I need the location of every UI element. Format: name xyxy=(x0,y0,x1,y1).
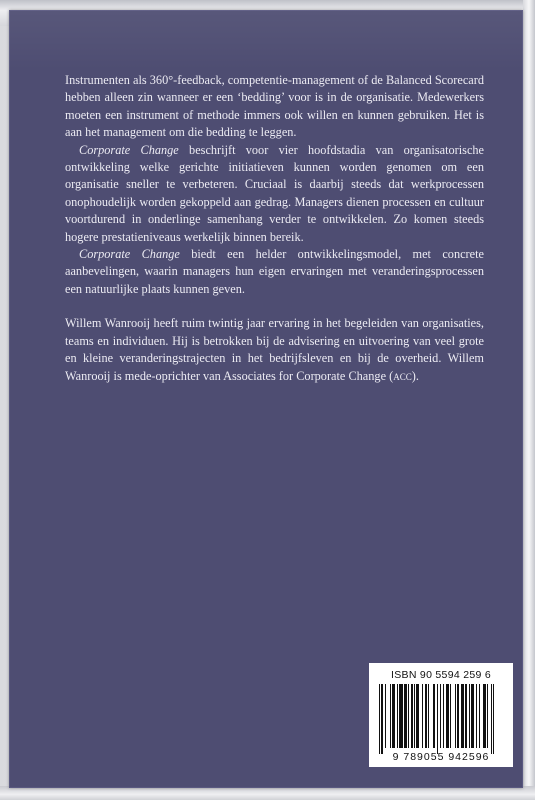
blurb-paragraph-2 xyxy=(65,142,484,246)
blurb xyxy=(65,72,484,385)
barcode-bar xyxy=(397,684,398,748)
author-bio-text: Willem Wanrooij heeft ruim twintig jaar ervaring in het begeleiden van organisaties, teams en individuen. Hij is betrokken bij de advisering en uitvoering van veel grote en kleine veranderingstrajecten in het bedrijfsleven en bij de overheid. Willem Wanrooij is mede-oprichter van Associates for Corporate Change ( xyxy=(65,316,484,383)
barcode-bar xyxy=(450,684,451,748)
barcode-bar xyxy=(483,684,485,748)
barcode-bar xyxy=(381,684,382,754)
barcode-bar xyxy=(457,684,459,748)
barcode-bar xyxy=(428,684,429,748)
barcode-bar xyxy=(416,684,418,748)
barcode-bar xyxy=(440,684,441,748)
barcode-bar xyxy=(471,684,473,748)
author-bio-abbreviation: acc xyxy=(393,368,412,383)
blurb-paragraph-2-text: beschrijft voor vier hoofdstadia van organisatorische ontwikkeling welke gerichte initiatieven kunnen worden genomen om een organisatie sneller te verbeteren. Cruciaal is daarbij steeds dat werkprocessen onophoudelijk worden gekoppeld aan gedrag. Managers dienen processen en cultuur voortdurend in onderlinge samenhang verder te ontwikkelen. Zo komen steeds hogere prestatieniveaus werkelijk binnen bereik. xyxy=(65,142,485,244)
barcode-bar xyxy=(408,684,409,748)
barcode-bar xyxy=(443,684,444,748)
barcode-bar xyxy=(465,684,466,748)
author-bio xyxy=(65,315,484,385)
barcode-bar xyxy=(385,684,386,748)
ean-number: 9 789055 942596 xyxy=(392,751,490,763)
barcode-bar xyxy=(433,684,435,748)
barcode-bar xyxy=(422,684,423,748)
barcode-bar xyxy=(411,684,412,748)
isbn-number: ISBN 90 5594 259 6 xyxy=(391,669,491,681)
barcode-label xyxy=(369,663,513,767)
barcode-bar xyxy=(479,684,480,748)
blurb-paragraph-1: Instrumenten als 360°-feedback, competentie-management of de Balanced Scorecard hebben alleen zin wanneer er een ‘bedding’ voor is in de organisatie. Medewerkers moeten een instrument of methode immers ook willen en kunnen gebruiken. Het is aan het management om die bedding te leggen. xyxy=(65,73,484,140)
barcode-bar xyxy=(414,684,415,748)
barcode-bar xyxy=(493,684,494,754)
barcode-bar xyxy=(399,684,403,748)
book-title-reference: Corporate Change xyxy=(79,142,179,157)
blurb-paragraph-3 xyxy=(65,246,484,298)
barcode-bar xyxy=(476,684,477,748)
barcode-bar xyxy=(425,684,427,748)
barcode-bar xyxy=(446,684,448,748)
barcode-bar xyxy=(390,684,391,748)
barcode-bar xyxy=(455,684,456,748)
barcode-bar xyxy=(491,684,492,754)
barcode-bar xyxy=(461,684,465,748)
barcode-bar xyxy=(392,684,394,748)
barcode-bar xyxy=(469,684,470,748)
book-title-reference: Corporate Change xyxy=(79,247,180,262)
barcode-bars xyxy=(379,684,503,750)
barcode-bar xyxy=(437,684,438,754)
plastic-wrap-bottom xyxy=(0,786,535,800)
barcode-bar xyxy=(404,684,406,748)
barcode-bar xyxy=(487,684,488,748)
plastic-wrap-right xyxy=(523,0,535,800)
blurb-paragraph-3-text: biedt een helder ontwikkelingsmodel, met concrete aanbevelingen, waarin managers hun eigen ervaringen met veranderingsprocessen een natuurlijke plaats kunnen geven. xyxy=(65,247,484,296)
author-bio-end: ). xyxy=(411,368,419,383)
barcode-bar xyxy=(379,684,380,754)
